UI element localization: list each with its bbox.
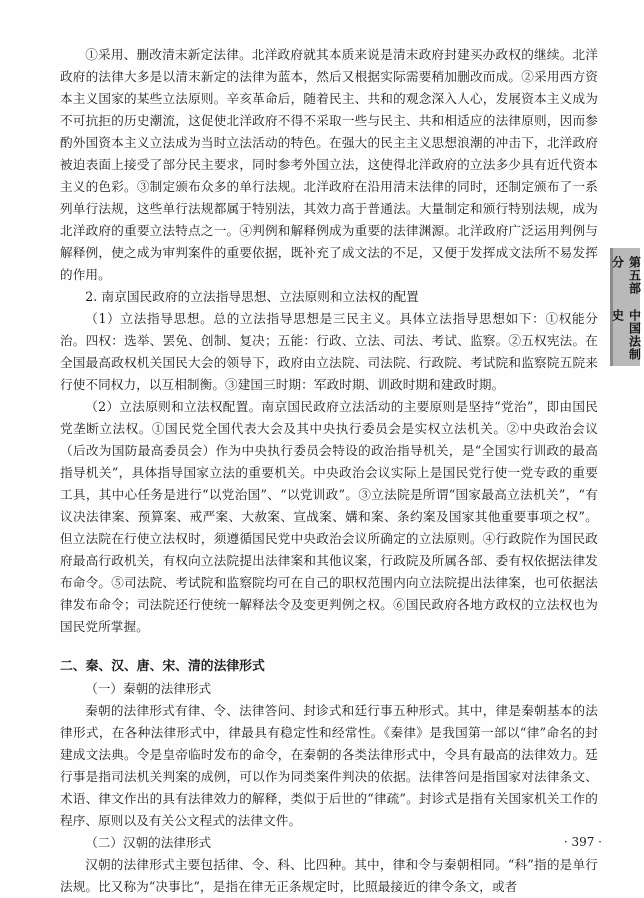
paragraph-legislative-principles: （2）立法原则和立法权配置。南京国民政府立法活动的主要原则是坚持“党治”，即由国民党垄断立法权。①国民党全国代表大会及其中央执行委员会是实权立法机关。②中央政治会议（后改为国防最高委员会）作为中央执行委员会特设的政治指导机关，是“全国实行训政的最高指导机关”，具体指导国家立法的重要机关。中央政治会议实际上是国民党行使一党专政的重要工具，其中心任务是进行“以党治国”、“以党训政”。③立法院是所谓“国家最高立法机关”，“有议决法律案、预算案、戒严案、大赦案、宣战案、媾和案、条约案及国家其他重要事项之权”。但立法院在行使立法权时，须遵循国民党中央政治会议所确定的立法原则。④行政院作为国民政府最高行政机关，有权向立法院提出法律案和其他议案，行政院及所属各部、委有权依据法律发布命令。⑤司法院、考试院和监察院均可在自己的职权范围内向立法院提出法律案，也可依据法律发布命令；司法院还行使统一解释法令及变更判例之权。⑥国民政府各地方政权的立法权也为国民党所掌握。 xyxy=(60,399,598,634)
side-tab-chapter-label: 中国法制史 xyxy=(610,309,642,362)
subsection-heading-qin: （一）秦朝的法律形式 xyxy=(85,681,212,696)
page-number: · 397 · xyxy=(563,835,602,849)
paragraph-beiyang-legislation: ①采用、删改清末新定法律。北洋政府就其本质来说是清末政府封建买办政权的继续。北洋政府的法律大多是以清末新定的法律为蓝本，然后又根据实际需要稍加删改而成。②采用西方资本主义国家的某些立法原则。辛亥革命后，随着民主、共和的观念深入人心，发展资本主义成为不可抗拒的历史潮流，这促使北洋政府不得不采取一些与民主、共和相适应的法律原则，因而参酌外国资本主义立法成为当时立法活动的特色。在强大的民主主义思想浪潮的冲击下，北洋政府被迫表面上接受了部分民主要求，同时参考外国立法，这使得北洋政府的立法多少具有近代资本主义的色彩。③制定颁布众多的单行法规。北洋政府在沿用清末法律的同时，还制定颁布了一系列单行法规，这些单行法规都属于特别法，其效力高于普通法。大量制定和颁行特别法规，成为北洋政府的重要立法特点之一。④判例和解释例成为重要的法律渊源。北洋政府广泛运用判例与解释例，使之成为审判案件的重要依据，既补充了成文法的不足，又便于发挥成文法所不易发挥的作用。 xyxy=(60,47,598,282)
section-heading-legal-forms: 二、秦、汉、唐、宋、清的法律形式 xyxy=(60,659,265,674)
side-tab-part-label: 第五部分 xyxy=(610,256,642,295)
subsection-heading-han: （二）汉朝的法律形式 xyxy=(85,835,212,850)
page-body xyxy=(60,44,598,898)
paragraph-legislative-guiding-thought: （1）立法指导思想。总的立法指导思想是三民主义。具体立法指导思想如下：①权能分治。四权：选举、罢免、创制、复决；五能：行政、立法、司法、考试、监察。②五权宪法。在全国最高政权机关国民大会的领导下，政府由立法院、司法院、行政院、考试院和监察院五院来行使不同权力，以互相制衡。③建国三时期：军政时期、训政时期和建政时期。 xyxy=(60,311,598,392)
chapter-side-tab xyxy=(610,248,640,366)
section-spacer xyxy=(60,638,598,656)
paragraph-qin-legal-forms: 秦朝的法律形式有律、令、法律答问、封诊式和廷行事五种形式。其中，律是秦朝基本的法律形式，在各种法律形式中，律最具有稳定性和经常性。《秦律》是我国第一部以“律”命名的封建成文法典。令是皇帝临时发布的命令，在秦朝的各类法律形式中，令具有最高的法律效力。廷行事是指司法机关判案的成例，可以作为同类案件判决的依据。法律答问是指国家对法律条文、术语、律文作出的具有法律效力的解释，类似于后世的“律疏”。封诊式是指有关国家机关工作的程序、原则以及有关公文程式的法律文件。 xyxy=(60,703,598,828)
subsection-title-nanjing: 2. 南京国民政府的立法指导思想、立法原则和立法权的配置 xyxy=(85,289,419,304)
paragraph-han-legal-forms: 汉朝的法律形式主要包括律、令、科、比四种。其中，律和令与秦朝相同。“科”指的是单行法规。比又称为“决事比”，是指在律无正条规定时，比照最接近的律令条文，或者 xyxy=(60,857,598,894)
